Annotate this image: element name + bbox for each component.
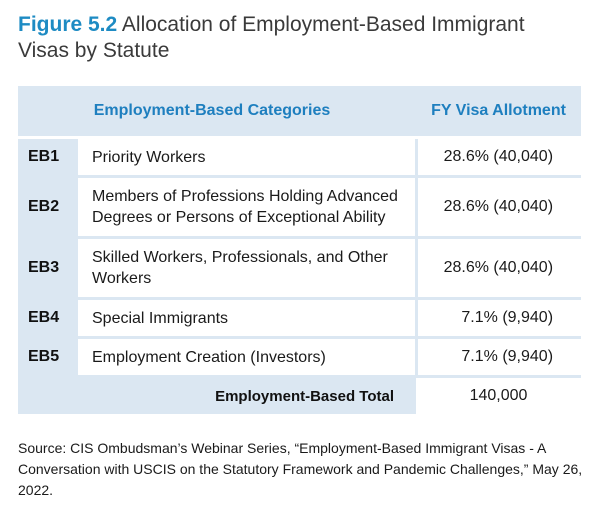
category-allotment: 28.6% (40,040): [416, 138, 581, 177]
category-code: EB1: [18, 138, 78, 177]
header-allotment: FY Visa Allotment: [416, 86, 581, 138]
category-name: Employment Creation (Investors): [78, 338, 416, 377]
table-row: [18, 177, 581, 238]
table-row: [18, 138, 581, 177]
total-value: 140,000: [416, 377, 581, 415]
category-code: EB2: [18, 177, 78, 238]
total-label: Employment-Based Total: [18, 377, 416, 415]
table-header-row: [18, 86, 581, 138]
visa-allocation-table: [18, 86, 581, 414]
category-allotment: 7.1% (9,940): [416, 299, 581, 338]
table-row: [18, 338, 581, 377]
category-code: EB4: [18, 299, 78, 338]
category-allotment: 28.6% (40,040): [416, 177, 581, 238]
visa-allocation-table-container: [18, 86, 581, 414]
category-code: EB5: [18, 338, 78, 377]
table-row: [18, 299, 581, 338]
category-name: Priority Workers: [78, 138, 416, 177]
figure-title: [18, 12, 578, 64]
source-citation: Source: CIS Ombudsman’s Webinar Series, “Employment-Based Immigrant Visas - A Conversation with USCIS on the Statutory Framework and Pandemic Challenges,” May 26, 2022.: [18, 440, 583, 498]
table-row: [18, 238, 581, 299]
category-code: EB3: [18, 238, 78, 299]
category-name: Members of Professions Holding Advanced Degrees or Persons of Exceptional Ability: [78, 177, 416, 238]
figure-title-text: Allocation of Employment-Based Immigrant Visas by Statute: [18, 13, 525, 62]
figure-number: Figure 5.2: [18, 13, 118, 36]
header-categories: Employment-Based Categories: [18, 86, 416, 138]
category-allotment: 28.6% (40,040): [416, 238, 581, 299]
category-allotment: 7.1% (9,940): [416, 338, 581, 377]
category-name: Skilled Workers, Professionals, and Other Workers: [78, 238, 416, 299]
total-row: [18, 377, 581, 415]
category-name: Special Immigrants: [78, 299, 416, 338]
